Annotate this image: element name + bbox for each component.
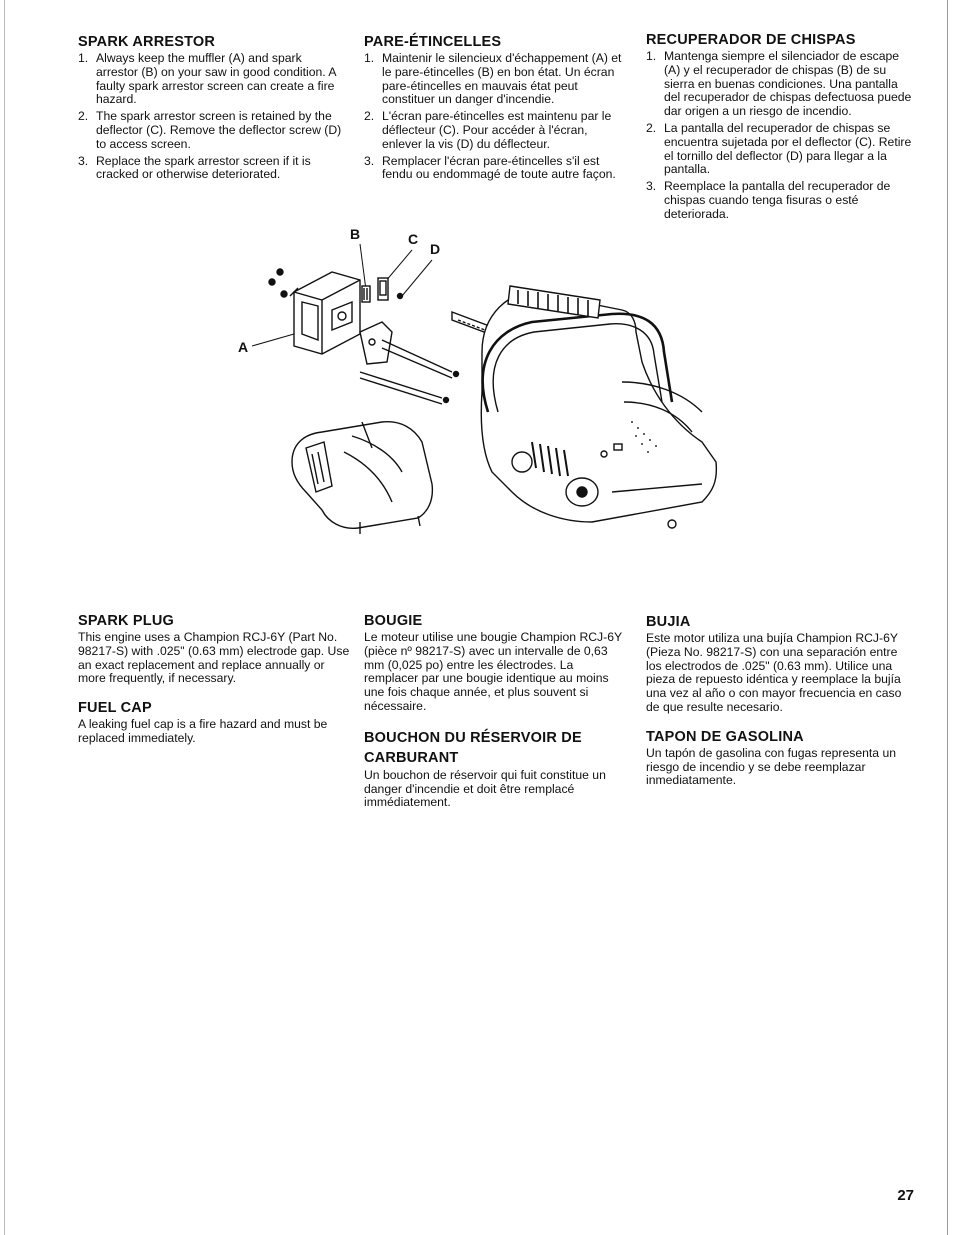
- callout-label-a: A: [238, 339, 249, 355]
- list-item: [78, 155, 346, 183]
- list-item-text: La pantalla del recuperador de chispas se encuentra sujetada por el deflector (C). Retire el tornillo del deflector (D) para llegar a la pantalla.: [664, 120, 912, 177]
- list-item-number: 1.: [646, 49, 657, 63]
- list-item: [646, 122, 912, 177]
- french-fuel-cap-text: Un bouchon de réservoir qui fuit constitue un danger d'incendie et doit être remplacé immédiatement.: [364, 767, 606, 810]
- list-item-text: Maintenir le silencieux d'échappement (A) et le pare-étincelles (B) en bon état. Un écran pare-étincelles en mauvais état peut constituer un danger d'incendie.: [382, 51, 622, 107]
- cylinder-cover: [292, 422, 432, 534]
- english-spark-arrestor-list: [78, 52, 346, 182]
- list-item: [78, 110, 346, 151]
- list-item-number: 1.: [364, 51, 375, 65]
- page-number: 27: [897, 1187, 914, 1204]
- spanish-fuel-cap-heading: TAPON DE GASOLINA: [646, 728, 804, 745]
- english-fuel-cap-text: A leaking fuel cap is a fire hazard and must be replaced immediately.: [78, 717, 328, 745]
- spanish-spark-arrestor-list: [646, 50, 912, 222]
- spanish-spark-arrestor-heading: RECUPERADOR DE CHISPAS: [646, 32, 856, 48]
- chainsaw-muffler-exploded-diagram: [232, 222, 732, 542]
- list-item: [646, 180, 912, 221]
- section-spacer: [646, 715, 912, 729]
- spanish-fuel-cap-text: Un tapón de gasolina con fugas representa un riesgo de incendio y se debe reemplazar inmediatamente.: [646, 745, 897, 788]
- callout-label-d: D: [430, 241, 441, 257]
- list-item-number: 2.: [78, 109, 89, 124]
- french-spark-arrestor-list: [364, 52, 628, 182]
- list-item-number: 2.: [646, 120, 657, 135]
- french-fuel-cap-heading: BOUCHON DU RÉSERVOIR DE CARBURANT: [364, 729, 582, 766]
- french-spark-plug-text: Le moteur utilise une bougie Champion RCJ-6Y (pièce nº 98217-S) avec un intervalle de 0,63 mm (0,025 po) entre les électrodes. La remplacer par une bougie identique au moins une fois chaque année, et plus souvent si nécessaire.: [364, 630, 622, 713]
- list-item: [646, 50, 912, 119]
- page-edge-left: [4, 0, 5, 1235]
- list-item-number: 3.: [364, 153, 375, 168]
- list-item-text: Replace the spark arrestor screen if it is cracked or otherwise deteriorated.: [96, 153, 311, 182]
- spanish-maintenance-section: [646, 614, 912, 788]
- list-item-text: Mantenga siempre el silenciador de escape (A) y el recuperador de chispas (B) de su sierra en buenas condiciones. Una pantalla del recuperador de chispas defectuosa puede dar origen a un riesgo de incendio.: [664, 49, 912, 119]
- list-item-number: 2.: [364, 109, 375, 124]
- spanish-spark-arrestor-section: [646, 32, 912, 225]
- english-spark-arrestor-heading: SPARK ARRESTOR: [78, 34, 216, 50]
- spanish-spark-plug-text: Este motor utiliza una bujía Champion RCJ-6Y (Pieza No. 98217-S) con una separación entre los electrodos de .025" (0.63 mm). Utilice una pieza de repuesto idéntica y reemplace la bujía una vez al año o con mayor frecuencia en caso de que resulte necesario.: [646, 631, 902, 714]
- english-maintenance-section: [78, 613, 350, 746]
- english-spark-plug-text: This engine uses a Champion RCJ-6Y (Part No. 98217-S) with .025" (0.63 mm) electrode gap. Use an exact replacement and replace annually or more frequently, if necessary.: [78, 630, 350, 686]
- callout-label-b: B: [350, 226, 361, 242]
- section-spacer: [364, 714, 628, 728]
- list-item-number: 1.: [78, 51, 89, 65]
- gasket-plate: [360, 322, 459, 404]
- list-item-number: 3.: [646, 179, 657, 194]
- list-item: [78, 52, 346, 107]
- list-item: [364, 52, 628, 107]
- english-spark-plug-heading: SPARK PLUG: [78, 613, 174, 629]
- chainsaw-body: [481, 286, 716, 528]
- list-item-text: Reemplace la pantalla del recuperador de chispas cuando tenga fisuras o esté deteriorada.: [664, 179, 891, 221]
- page-edge-right: [947, 0, 948, 1235]
- callout-label-c: C: [408, 231, 419, 247]
- list-item: [364, 110, 628, 151]
- spanish-spark-plug-heading: BUJIA: [646, 614, 691, 630]
- list-item-number: 3.: [78, 153, 89, 168]
- muffler-assembly: [269, 269, 360, 354]
- spark-arrestor-screen: [362, 278, 403, 302]
- list-item-text: Remplacer l'écran pare-étincelles s'il est fendu ou endommagé de toute autre façon.: [382, 153, 616, 182]
- english-spark-arrestor-section: [78, 34, 346, 185]
- french-spark-plug-heading: BOUGIE: [364, 613, 423, 629]
- list-item-text: Always keep the muffler (A) and spark arrestor (B) on your saw in good condition. A faulty spark arrestor screen can create a fire hazard.: [96, 51, 336, 107]
- list-item: [364, 155, 628, 183]
- list-item-text: L'écran pare-étincelles est maintenu par le déflecteur (C). Pour accéder à l'écran, enlever la vis (D) du déflecteur.: [382, 109, 612, 151]
- english-fuel-cap-heading: FUEL CAP: [78, 700, 152, 717]
- french-spark-arrestor-heading: PARE-ÉTINCELLES: [364, 34, 502, 50]
- section-spacer: [78, 686, 350, 700]
- list-item-text: The spark arrestor screen is retained by the deflector (C). Remove the deflector screw (D) to access screen.: [96, 109, 342, 151]
- french-spark-arrestor-section: [364, 34, 628, 185]
- french-maintenance-section: [364, 613, 628, 810]
